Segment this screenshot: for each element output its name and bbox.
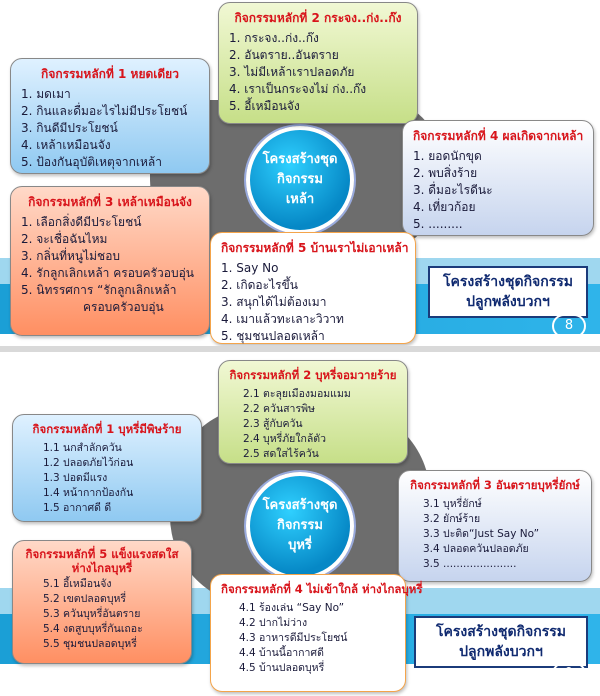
activity-box-3 (398, 470, 592, 582)
box-title: กิจกรรมหลักที่ 3 อันตรายบุหรี่ยักษ์ (410, 478, 580, 492)
slide-alcohol (0, 0, 600, 346)
list-item: 4. รักลูกเลิกเหล้า ครอบครัวอบอุ่น (21, 266, 194, 280)
list-item: 2.4 บุหรี่ภัยใกล้ตัว (243, 433, 326, 445)
activity-box-4 (402, 120, 594, 236)
list-item: 5. อี้เหมือนจัง (229, 99, 300, 113)
list-item: 1. Say No (221, 261, 279, 275)
list-item: 5. ชุมชนปลอดเหล้า (221, 329, 325, 343)
list-item: 1.2 ปลอดภัยไว้ก่อน (43, 457, 134, 469)
box-title: กิจกรรมหลักที่ 1 บุหรี่มีพิษร้าย (32, 422, 182, 436)
center-line-2: กิจกรรม (277, 517, 323, 533)
list-item: 2. จะเชื่อฉันไหม (21, 232, 108, 246)
list-item: 4. เมาแล้วทะเลาะวิวาท (221, 312, 344, 326)
box-title: กิจกรรมหลักที่ 3 เหล้าเหมือนจัง (28, 195, 192, 209)
list-item: 2. เกิดอะไรขึ้น (221, 278, 298, 292)
list-item: 2. กินและดื่มอะไรไม่มีประโยชน์ (21, 104, 188, 118)
page-number: 9 (552, 662, 586, 686)
list-item: 4.4 บ้านนี้อากาศดี (239, 647, 324, 659)
list-item: 4.3 อาหารดีมีประโยชน์ (239, 632, 348, 644)
plaque-line-2: ปลูกพลังบวกฯ (466, 294, 550, 310)
list-item: 3. กินดีมีประโยชน์ (21, 121, 118, 135)
list-item: ครอบครัวอบอุ่น (83, 300, 164, 314)
center-line-1: โครงสร้างชุด (262, 151, 338, 167)
box-title: กิจกรรมหลักที่ 1 หยดเดียว (41, 67, 179, 81)
page-number: 8 (552, 314, 586, 338)
list-item: 2.1 ตะลุยเมืองมอมแมม (243, 388, 351, 400)
box-title: กิจกรรมหลักที่ 2 กระจง..ก่ง..ก๊ง (234, 11, 402, 25)
list-item: 2.3 สู้กับควัน (243, 418, 303, 430)
plaque-line-2: ปลูกพลังบวกฯ (459, 644, 543, 660)
box-title: กิจกรรมหลักที่ 5 แข็งแรงสดใส ห่างไกลบุหรี่ (25, 547, 179, 575)
list-item: 1.4 หน้ากากป้องกัน (43, 487, 134, 499)
list-item: 5. ......... (413, 217, 463, 231)
center-circle (246, 126, 354, 234)
box-title: กิจกรรมหลักที่ 4 ผลเกิดจากเหล้า (413, 129, 584, 143)
list-item: 2.5 สดใสไร้ควัน (243, 448, 319, 460)
slide-cigarette (0, 352, 600, 696)
structure-plaque (414, 616, 588, 668)
box-title: กิจกรรมหลักที่ 2 บุหรี่จอมวายร้าย (229, 368, 397, 382)
activity-box-3 (10, 186, 210, 336)
list-item: 4.2 ปากไม่ว่าง (239, 617, 308, 629)
list-item: 4. เหล้าเหมือนจัง (21, 138, 111, 152)
activity-box-4 (210, 574, 423, 692)
activity-box-2 (218, 2, 418, 124)
list-item: 3. ดื่มอะไรดีนะ (413, 183, 493, 197)
center-circle (246, 472, 354, 580)
list-item: 4. เที่ยวก้อย (413, 200, 476, 214)
list-item: 1.5 อากาศดี ดี (43, 502, 112, 514)
list-item: 1. เลือกสิ่งดีมีประโยชน์ (21, 215, 142, 229)
list-item: 5. ป้องกันอุบัติเหตุจากเหล้า (21, 155, 162, 169)
list-item: 1.1 นกสำลักควัน (43, 442, 122, 454)
plaque-line-1: โครงสร้างชุดกิจกรรม (442, 274, 574, 290)
list-item: 1. กระจง..ก่ง..ก๊ง (229, 31, 319, 45)
center-line-2: กิจกรรม (277, 171, 323, 187)
list-item: 1. ยอดนักขุด (413, 149, 482, 163)
box-title: กิจกรรมหลักที่ 4 ไม่เข้าใกล้ ห่างไกลบุหรี่ (221, 582, 423, 596)
list-item: 4. เราเป็นกระจงไม่ ก่ง..ก๊ง (229, 82, 367, 96)
list-item: 4.1 ร้องเล่น “Say No” (239, 602, 345, 614)
list-item: 2. พบสิ่งร้าย (413, 166, 478, 180)
center-line-1: โครงสร้างชุด (262, 497, 338, 513)
list-item: 3.3 ปะติด“Just Say No” (423, 528, 540, 540)
list-item: 3.1 บุหรี่ยักษ์ (423, 498, 482, 510)
activity-box-5 (12, 540, 192, 664)
list-item: 3.2 ยักษ์ร้าย (423, 513, 481, 525)
activity-box-2 (218, 360, 408, 464)
list-item: 3. ไม่มีเหล้าเราปลอดภัย (229, 65, 355, 79)
list-item: 5.4 งดสูบบุหรี่กันเถอะ (43, 623, 143, 635)
activity-box-5 (210, 232, 416, 344)
structure-plaque (428, 266, 588, 318)
list-item: 5.1 อี้เหมือนจัง (43, 578, 112, 590)
list-item: 5.3 ควันบุหรี่อันตราย (43, 608, 141, 620)
list-item: 5.2 เขตปลอดบุหรี่ (43, 593, 127, 605)
activity-box-1 (12, 414, 202, 522)
list-item: 3. กลิ่นที่หนูไม่ชอบ (21, 249, 121, 263)
list-item: 3.5 ...................... (423, 558, 517, 570)
list-item: 1.3 ปอดมีแรง (43, 472, 108, 484)
list-item: 5. นิทรรศการ “รักลูกเลิกเหล้า (21, 283, 177, 297)
activity-box-1 (10, 58, 210, 174)
center-line-3: บุหรี่ (288, 538, 312, 554)
list-item: 2. อันตราย..อันตราย (229, 48, 339, 62)
center-line-3: เหล้า (285, 192, 315, 208)
list-item: 1. มดเมา (21, 87, 71, 101)
list-item: 3. สนุกได้ไม่ต้องเมา (221, 295, 327, 309)
box-title: กิจกรรมหลักที่ 5 บ้านเราไม่เอาเหล้า (221, 241, 409, 255)
list-item: 3.4 ปลอดควันปลอดภัย (423, 543, 529, 555)
list-item: 2.2 ควันสารพิษ (243, 403, 315, 415)
list-item: 5.5 ชุมชนปลอดบุหรี่ (43, 638, 137, 650)
list-item: 4.5 บ้านปลอดบุหรี่ (239, 662, 325, 674)
plaque-line-1: โครงสร้างชุดกิจกรรม (435, 624, 567, 640)
